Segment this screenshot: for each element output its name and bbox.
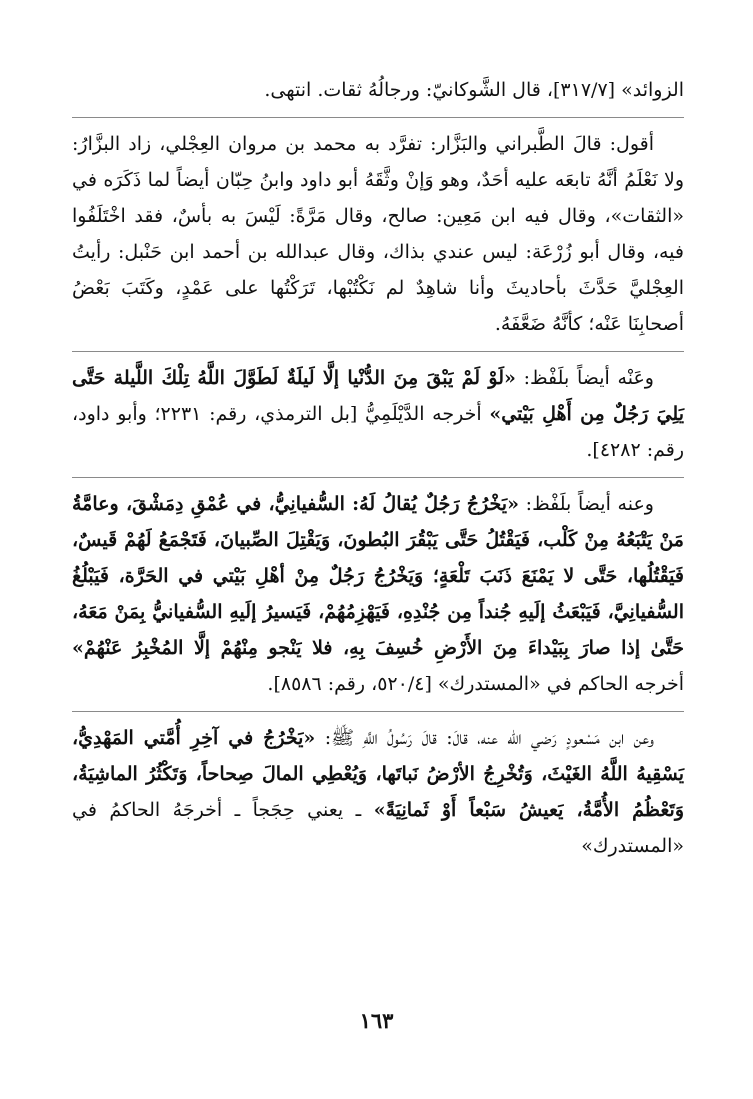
paragraph-hadith-2 <box>72 486 684 702</box>
page-number: ١٦٣ <box>359 1008 394 1033</box>
body-text: وعنه أيضاً بلَفْظ: <box>518 493 654 515</box>
section-divider <box>72 477 684 478</box>
paragraph-continuation <box>72 72 684 108</box>
body-text: وعَنْه أيضاً بلَفْظ: <box>515 367 654 389</box>
body-text: أقول: قالَ الطَّبراني والبَزَّار: تفرَّد به محمد بن مروان العِجْلي، زاد البزَّارُ: ولا نَعْلَمُ أنَّهُ تابعَه عليه أحَدٌ، وهو وَإنْ وثَّقَهُ أبو داود وابنُ حِبّان أيضاً لما ذَكَرَه في «الثقات»، وقال فيه ابن مَعِين: صالح، وقال مَرَّةً: لَيْسَ به بأسٌ، فقد اخْتَلَفُوا فيه، وقال أبو زُرْعَة: ليس عندي بذاك، وقال عبدالله بن أحمد ابن حَنْبل: رأيتُ العِجْليَّ حَدَّثَ بأحاديثَ وأنا شاهِدٌ لم نَكْتُبْها، تَرَكْتُها على عَمْدٍ، وكَتَبَ بَعْضُ أصحابِنَا عَنْه؛ كأنَّهُ ضَعَّفَهُ. <box>72 133 684 335</box>
book-page <box>72 72 684 864</box>
body-text: أخرجه الدَّيْلَمِيُّ [بل الترمذي، رقم: ٢٢٣١؛ وأبو داود، رقم: ٤٢٨٢]. <box>72 403 684 461</box>
body-text: الزوائد» [٣١٧/٧]، قال الشَّوكانيّ: ورجالُهُ ثقات. انتهى. <box>264 79 684 101</box>
body-text: أخرجه الحاكم في «المستدرك» [٥٢٠/٤، رقم: ٨٥٨٦]. <box>267 673 684 695</box>
hadith-quote-text: «يَخْرُجُ في آخِرِ أُمَّتي المَهْدِيُّ، يَسْقِيهُ اللَّهُ الغَيْثَ، وَتُخْرِجُ الأرْضُ نَباتَها، وَيُعْطِي المالَ صِحاحاً، وَتَكْثُرُ الماشِيَةُ، وَتَعْظُمُ الأُمَّةُ، يَعيشُ سَبْعاً أَوْ ثَمانِيَةً» <box>72 727 684 821</box>
paragraph-hadith-3 <box>72 720 684 864</box>
hadith-quote-text: «يَخْرُجُ رَجُلٌ يُقالُ لَهُ: السُّفيانِيُّ، في عُمْقِ دِمَشْقَ، وعامَّةُ مَنْ يَتْبَعُهُ مِنْ كَلْب، فَيَقْتُلُ حَتَّى يَبْقُرَ البُطونَ، وَيَقْتِلَ الصِّبيانَ، فَتَجْمَعُ لَهُمْ قَيسٌ، فَيَقْتُلُها، حَتَّى لا يَمْنَعَ ذَنَبَ تَلْعَةٍ؛ وَيَخْرُجُ رَجُلٌ مِنْ أهْلِ بَيْتي في الحَرَّة، فَيَبْلُغُ السُّفيانِيَّ، فَيَبْعَثُ إلَيهِ جُنداً مِن جُنْدِهِ، فَيَهْزِمُهُمْ، فَيَسيرُ إلَيهِ السُّفيانيُّ بِمَنْ مَعَهُ، حَتَّىٰ إذا صارَ بِبَيْداءَ مِنَ الأَرْضِ خُسِفَ بِهِ، فلا يَنْجو مِنْهُمْ إلَّا المُخْبِرُ عَنْهُمْ» <box>72 493 684 659</box>
body-text: ـ يعني حِجَجاً ـ أخرجَهُ الحاكمُ في «المستدرك» <box>72 799 684 857</box>
section-divider <box>72 117 684 118</box>
section-divider <box>72 711 684 712</box>
paragraph-commentary <box>72 126 684 342</box>
body-text: وعن ابن مَسْعودٍ رَضي الله عنه، قالَ: قالَ رَسُولُ اللَّهِ ﷺ: <box>315 727 654 749</box>
paragraph-hadith-1 <box>72 360 684 468</box>
section-divider <box>72 351 684 352</box>
hadith-quote-text: «لَوْ لَمْ يَبْقَ مِنَ الدُّنْيا إلَّا لَيلَةٌ لَطَوَّلَ اللَّهُ تِلْكَ اللَّيلة حَتَّى يَلِيَ رَجُلٌ مِن أَهْلِ بَيْتي» <box>72 367 685 425</box>
